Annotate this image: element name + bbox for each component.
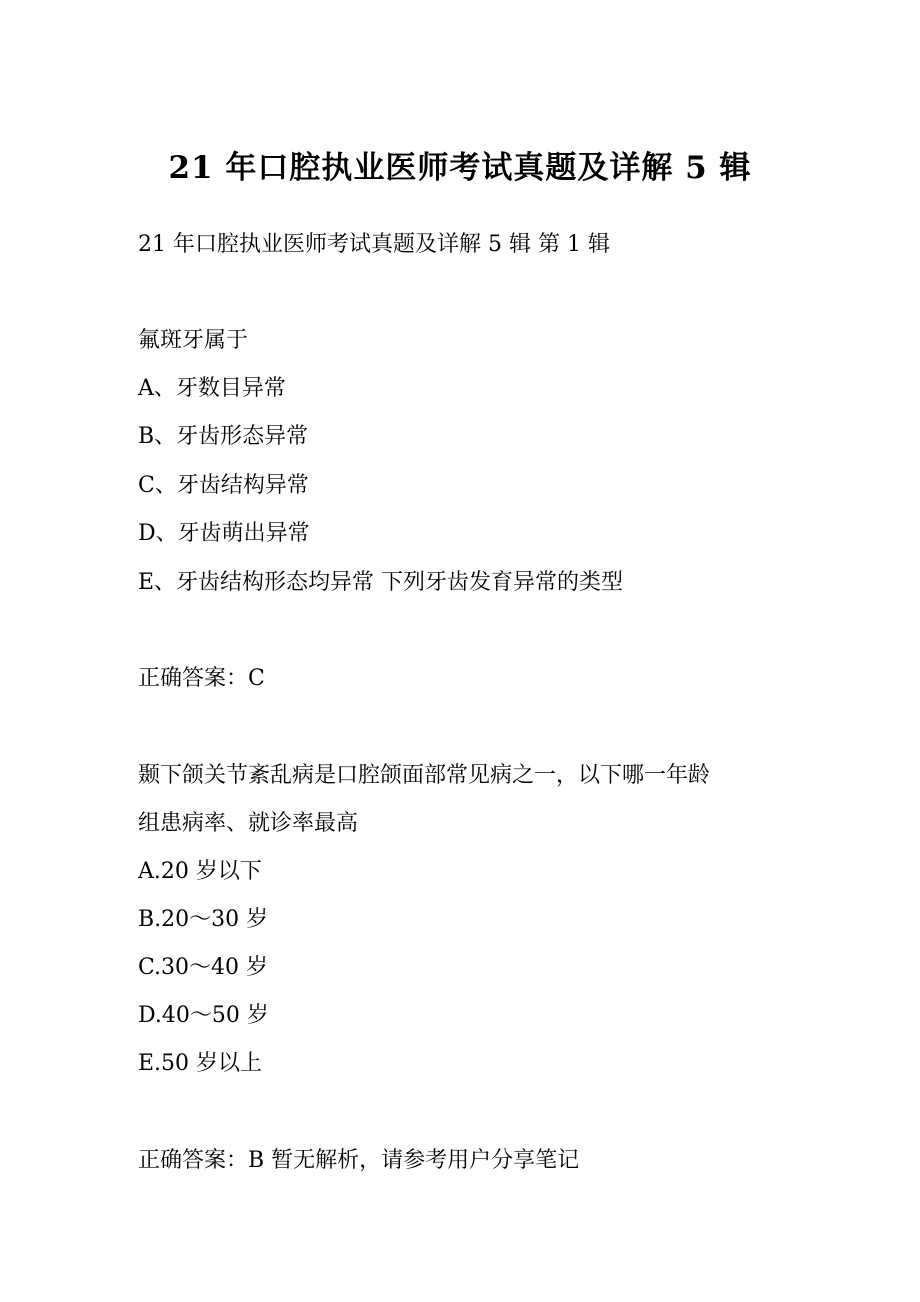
question-1-option-e: E、牙齿结构形态均异常 下列牙齿发育异常的类型 xyxy=(138,570,624,595)
question-1-stem: 氟斑牙属于 xyxy=(138,328,249,353)
question-2-option-e: E.50 岁以上 xyxy=(138,1051,263,1076)
question-2-option-c: C.30～40 岁 xyxy=(138,955,269,980)
document-subtitle: 21 年口腔执业医师考试真题及详解 5 辑 第 1 辑 xyxy=(138,232,610,257)
question-1-option-b: B、牙齿形态异常 xyxy=(138,424,309,449)
question-2-stem-line-2: 组患病率、就诊率最高 xyxy=(138,811,359,836)
question-1-option-a: A、牙数目异常 xyxy=(138,376,286,401)
question-1-answer: 正确答案：C xyxy=(138,666,265,691)
question-2-option-b: B.20～30 岁 xyxy=(138,907,269,932)
question-1-option-c: C、牙齿结构异常 xyxy=(138,473,309,498)
question-2-option-a: A.20 岁以下 xyxy=(138,859,262,884)
question-2-option-d: D.40～50 岁 xyxy=(138,1003,269,1028)
question-2-answer: 正确答案：B 暂无解析，请参考用户分享笔记 xyxy=(138,1148,580,1173)
question-1-option-d: D、牙齿萌出异常 xyxy=(138,521,310,546)
document-title: 21 年口腔执业医师考试真题及详解 5 辑 xyxy=(168,150,752,186)
question-2-stem-line-1: 颞下颌关节紊乱病是口腔颌面部常见病之一，以下哪一年龄 xyxy=(138,763,711,788)
